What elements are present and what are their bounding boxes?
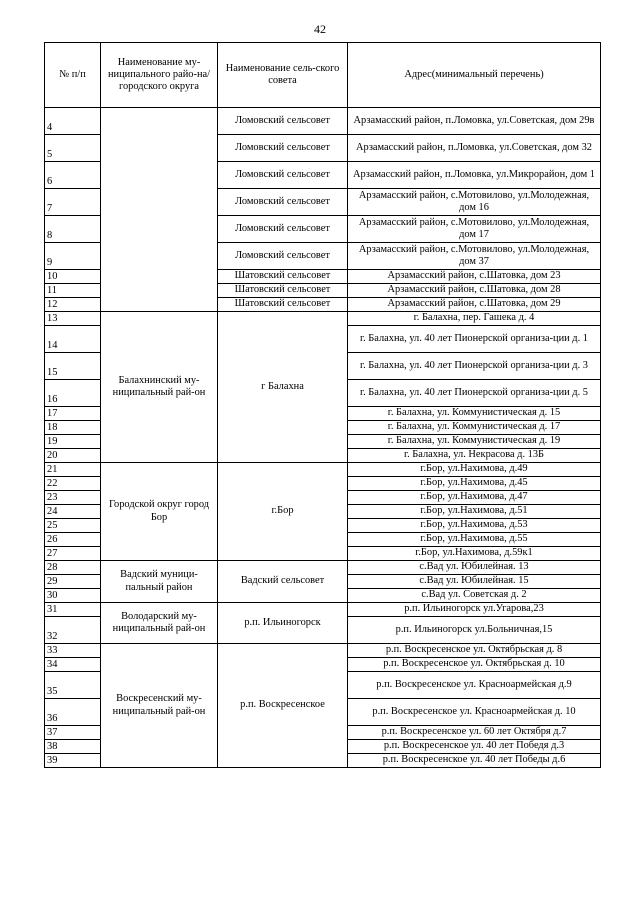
header-council: Наименование сель-ского совета xyxy=(218,43,348,108)
table-row xyxy=(45,561,601,575)
address-cell: г.Бор, ул.Нахимова, д.51 xyxy=(348,505,601,519)
row-number: 21 xyxy=(45,463,101,477)
address-cell: Арзамасский район, с.Шатовка, дом 29 xyxy=(348,298,601,312)
address-cell: Арзамасский район, с.Мотовилово, ул.Молодежная, дом 37 xyxy=(348,243,601,270)
council-cell: Ломовский сельсовет xyxy=(218,162,348,189)
address-cell: р.п. Воскресенское ул. Октябрьская д. 8 xyxy=(348,644,601,658)
district-cell: Воскресенский му-ниципальный рай-он xyxy=(101,644,218,768)
row-number: 24 xyxy=(45,505,101,519)
district-cell: Вадский муници-пальный район xyxy=(101,561,218,603)
row-number: 39 xyxy=(45,754,101,768)
row-number: 22 xyxy=(45,477,101,491)
row-number: 11 xyxy=(45,284,101,298)
address-cell: Арзамасский район, п.Ломовка, ул.Микрорайон, дом 1 xyxy=(348,162,601,189)
address-cell: г. Балахна, ул. Коммунистическая д. 17 xyxy=(348,421,601,435)
address-cell: г.Бор, ул.Нахимова, д.45 xyxy=(348,477,601,491)
address-cell: с.Вад ул. Юбилейная. 13 xyxy=(348,561,601,575)
district-cell: Володарский му-ниципальный рай-он xyxy=(101,603,218,644)
address-cell: г.Бор, ул.Нахимова, д.59к1 xyxy=(348,547,601,561)
council-cell: Шатовский сельсовет xyxy=(218,298,348,312)
address-cell: р.п. Ильиногорск ул.Больничная,15 xyxy=(348,617,601,644)
address-cell: г.Бор, ул.Нахимова, д.53 xyxy=(348,519,601,533)
row-number: 8 xyxy=(45,216,101,243)
row-number: 25 xyxy=(45,519,101,533)
row-number: 32 xyxy=(45,617,101,644)
address-cell: г.Бор, ул.Нахимова, д.55 xyxy=(348,533,601,547)
row-number: 16 xyxy=(45,380,101,407)
row-number: 18 xyxy=(45,421,101,435)
address-cell: г.Бор, ул.Нахимова, д.47 xyxy=(348,491,601,505)
council-cell: Шатовский сельсовет xyxy=(218,284,348,298)
council-cell: Шатовский сельсовет xyxy=(218,270,348,284)
header-district: Наименование му-ниципального райо-на/ городского округа xyxy=(101,43,218,108)
header-row xyxy=(45,43,601,108)
header-address: Адрес(минимальный перечень) xyxy=(348,43,601,108)
address-cell: р.п. Воскресенское ул. 40 лет Победы д.6 xyxy=(348,754,601,768)
row-number: 26 xyxy=(45,533,101,547)
address-cell: Арзамасский район, с.Мотовилово, ул.Молодежная, дом 16 xyxy=(348,189,601,216)
row-number: 38 xyxy=(45,740,101,754)
council-cell: Ломовский сельсовет xyxy=(218,189,348,216)
table-row xyxy=(45,463,601,477)
address-cell: г. Балахна, ул. 40 лет Пионерской организа-ции д. 5 xyxy=(348,380,601,407)
row-number: 9 xyxy=(45,243,101,270)
address-cell: р.п. Воскресенское ул. Октябрьская д. 10 xyxy=(348,658,601,672)
address-cell: с.Вад ул. Советская д. 2 xyxy=(348,589,601,603)
address-cell: с.Вад ул. Юбилейная. 15 xyxy=(348,575,601,589)
address-cell: р.п. Воскресенское ул. Красноармейская д. 10 xyxy=(348,699,601,726)
row-number: 36 xyxy=(45,699,101,726)
row-number: 28 xyxy=(45,561,101,575)
row-number: 13 xyxy=(45,312,101,326)
table-row xyxy=(45,644,601,658)
row-number: 12 xyxy=(45,298,101,312)
address-cell: Арзамасский район, с.Мотовилово, ул.Молодежная, дом 17 xyxy=(348,216,601,243)
district-cell: Городской округ город Бор xyxy=(101,463,218,561)
registry-table xyxy=(44,42,601,768)
address-cell: Арзамасский район, с.Шатовка, дом 28 xyxy=(348,284,601,298)
address-cell: р.п. Воскресенское ул. Красноармейская д.9 xyxy=(348,672,601,699)
address-cell: г.Бор, ул.Нахимова, д.49 xyxy=(348,463,601,477)
table-row xyxy=(45,603,601,617)
address-cell: г. Балахна, пер. Гашека д. 4 xyxy=(348,312,601,326)
row-number: 6 xyxy=(45,162,101,189)
page-number: 42 xyxy=(314,22,326,36)
row-number: 23 xyxy=(45,491,101,505)
address-cell: р.п. Воскресенское ул. 40 лет Победя д.3 xyxy=(348,740,601,754)
address-cell: Арзамасский район, с.Шатовка, дом 23 xyxy=(348,270,601,284)
address-cell: Арзамасский район, п.Ломовка, ул.Советская, дом 29в xyxy=(348,108,601,135)
address-cell: г. Балахна, ул. Некрасова д. 13Б xyxy=(348,449,601,463)
header-num: № п/п xyxy=(45,43,101,108)
row-number: 4 xyxy=(45,108,101,135)
council-cell: р.п. Ильиногорск xyxy=(218,603,348,644)
council-cell: Ломовский сельсовет xyxy=(218,108,348,135)
council-cell: р.п. Воскресенское xyxy=(218,644,348,768)
row-number: 17 xyxy=(45,407,101,421)
row-number: 30 xyxy=(45,589,101,603)
address-cell: р.п. Воскресенское ул. 60 лет Октября д.7 xyxy=(348,726,601,740)
row-number: 34 xyxy=(45,658,101,672)
row-number: 33 xyxy=(45,644,101,658)
row-number: 15 xyxy=(45,353,101,380)
address-cell: г. Балахна, ул. Коммунистическая д. 15 xyxy=(348,407,601,421)
council-cell: Ломовский сельсовет xyxy=(218,135,348,162)
address-cell: г. Балахна, ул. Коммунистическая д. 19 xyxy=(348,435,601,449)
district-cell xyxy=(101,108,218,312)
row-number: 7 xyxy=(45,189,101,216)
table-row xyxy=(45,108,601,135)
row-number: 31 xyxy=(45,603,101,617)
council-cell: Ломовский сельсовет xyxy=(218,243,348,270)
address-cell: г. Балахна, ул. 40 лет Пионерской организа-ции д. 1 xyxy=(348,326,601,353)
address-cell: Арзамасский район, п.Ломовка, ул.Советская, дом 32 xyxy=(348,135,601,162)
row-number: 19 xyxy=(45,435,101,449)
council-cell: Вадский сельсовет xyxy=(218,561,348,603)
council-cell: г.Бор xyxy=(218,463,348,561)
row-number: 35 xyxy=(45,672,101,699)
row-number: 20 xyxy=(45,449,101,463)
address-cell: р.п. Ильиногорск ул.Угарова,23 xyxy=(348,603,601,617)
row-number: 29 xyxy=(45,575,101,589)
address-cell: г. Балахна, ул. 40 лет Пионерской организа-ции д. 3 xyxy=(348,353,601,380)
row-number: 37 xyxy=(45,726,101,740)
row-number: 10 xyxy=(45,270,101,284)
row-number: 14 xyxy=(45,326,101,353)
council-cell: г Балахна xyxy=(218,312,348,463)
row-number: 5 xyxy=(45,135,101,162)
district-cell: Балахнинский му-ниципальный рай-он xyxy=(101,312,218,463)
row-number: 27 xyxy=(45,547,101,561)
table-row xyxy=(45,312,601,326)
council-cell: Ломовский сельсовет xyxy=(218,216,348,243)
